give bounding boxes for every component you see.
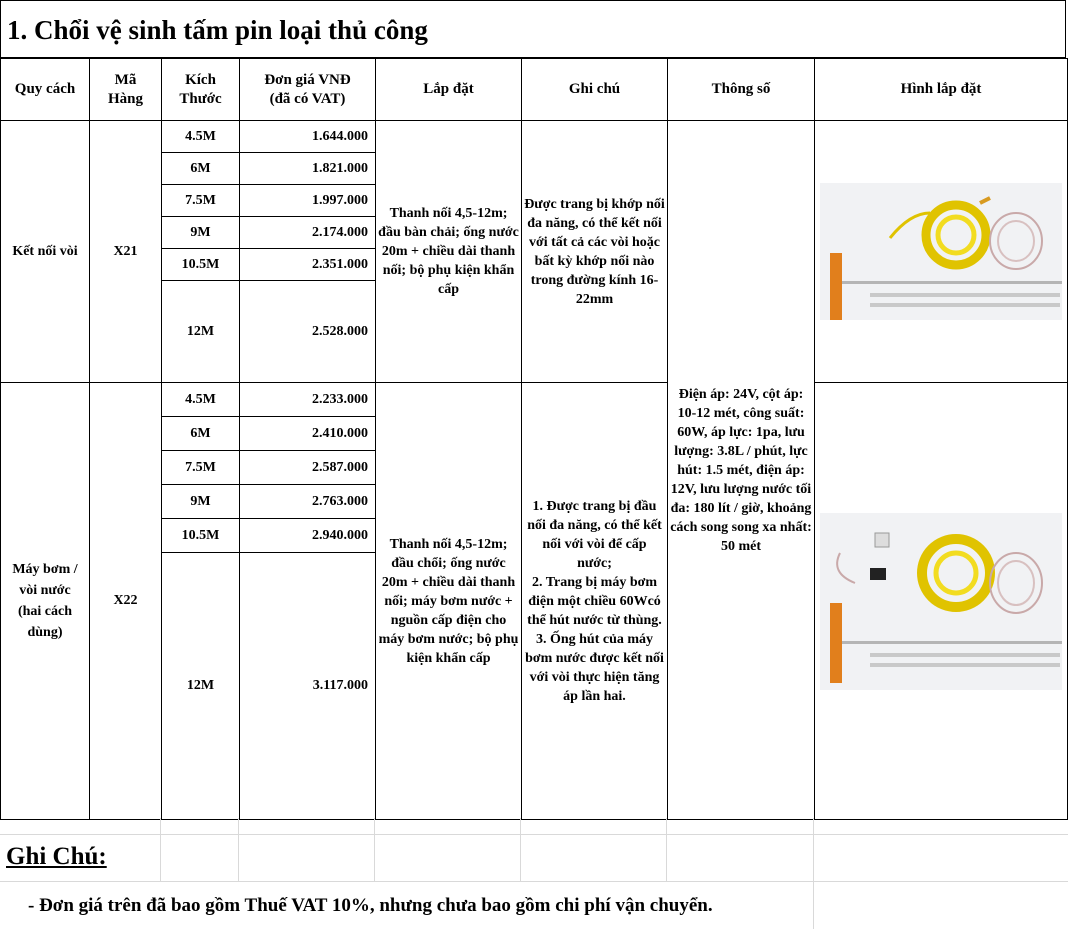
note-cell: Được trang bị khớp nối đa năng, có thể kết nối với tất cả các vòi hoặc bất kỳ khớp nối nào trong đường kính 16-22mm — [522, 121, 668, 383]
code-cell: X22 — [90, 383, 162, 820]
price-cell: 3.117.000 — [240, 553, 376, 820]
header-params: Thông số — [668, 59, 815, 121]
size-cell: 6M — [162, 417, 240, 451]
size-cell: 7.5M — [162, 451, 240, 485]
price-cell: 1.821.000 — [240, 153, 376, 185]
header-price: Đơn giá VNĐ (đã có VAT) — [240, 59, 376, 121]
price-cell: 2.940.000 — [240, 519, 376, 553]
header-code: Mã Hàng — [90, 59, 162, 121]
header-image: Hình lắp đặt — [815, 59, 1068, 121]
product-image-x22 — [820, 513, 1062, 690]
header-size: Kích Thước — [162, 59, 240, 121]
product-image-x21 — [820, 183, 1062, 320]
image-cell — [815, 383, 1068, 820]
header-note: Ghi chú — [522, 59, 668, 121]
size-cell: 12M — [162, 553, 240, 820]
size-cell: 7.5M — [162, 185, 240, 217]
size-cell: 4.5M — [162, 121, 240, 153]
price-cell: 2.410.000 — [240, 417, 376, 451]
price-cell: 1.997.000 — [240, 185, 376, 217]
size-cell: 12M — [162, 281, 240, 383]
size-cell: 6M — [162, 153, 240, 185]
price-cell: 2.174.000 — [240, 217, 376, 249]
header-spec: Quy cách — [1, 59, 90, 121]
grid-line — [238, 818, 239, 881]
image-cell — [815, 121, 1068, 383]
footer-heading: Ghi Chú: — [6, 843, 107, 870]
grid-line — [520, 818, 521, 881]
size-cell: 9M — [162, 485, 240, 519]
spec-cell: Kết nối vòi — [1, 121, 90, 383]
install-cell: Thanh nối 4,5-12m; đầu bàn chải; ống nước 20m + chiều dài thanh nối; bộ phụ kiện khẩn cấp — [376, 121, 522, 383]
header-install: Lắp đặt — [376, 59, 522, 121]
install-cell: Thanh nối 4,5-12m; đầu chổi; ống nước 20m + chiều dài thanh nối; máy bơm nước + nguồn cấp điện cho máy bơm nước; bộ phụ kiện khẩn cấp — [376, 383, 522, 820]
code-cell: X21 — [90, 121, 162, 383]
size-cell: 9M — [162, 217, 240, 249]
footer-note: - Đơn giá trên đã bao gồm Thuế VAT 10%, nhưng chưa bao gồm chi phí vận chuyển. — [28, 895, 713, 916]
price-cell: 2.587.000 — [240, 451, 376, 485]
price-cell: 2.233.000 — [240, 383, 376, 417]
note-cell: 1. Được trang bị đầu nối đa năng, có thể kết nối với vòi để cấp nước; 2. Trang bị máy bơm điện một chiều 60Wcó thể hút nước từ thùng. 3. Ống hút của máy bơm nước được kết nối với vòi thực hiện tăng áp lần hai. — [522, 383, 668, 820]
price-cell: 2.351.000 — [240, 249, 376, 281]
spec-cell: Máy bơm / vòi nước (hai cách dùng) — [1, 383, 90, 820]
grid-line — [813, 818, 814, 929]
price-table — [0, 58, 1068, 820]
grid-line — [374, 818, 375, 881]
size-cell: 10.5M — [162, 249, 240, 281]
price-cell: 1.644.000 — [240, 121, 376, 153]
grid-line — [160, 818, 161, 881]
table-row — [1, 121, 1068, 153]
grid-line — [0, 881, 1068, 882]
price-cell: 2.763.000 — [240, 485, 376, 519]
size-cell: 10.5M — [162, 519, 240, 553]
grid-line — [666, 818, 667, 881]
params-cell: Điện áp: 24V, cột áp: 10-12 mét, công suất: 60W, áp lực: 1pa, lưu lượng: 3.8L / phút, lực hút: 1.5 mét, điện áp: 12V, lưu lượng nước tối đa: 180 lít / giờ, khoảng cách song song xa nhất: 50 mét — [668, 121, 815, 820]
table-row — [1, 383, 1068, 417]
header-row — [1, 59, 1068, 121]
page-title: 1. Chổi vệ sinh tấm pin loại thủ công — [0, 0, 1066, 58]
price-cell: 2.528.000 — [240, 281, 376, 383]
size-cell: 4.5M — [162, 383, 240, 417]
